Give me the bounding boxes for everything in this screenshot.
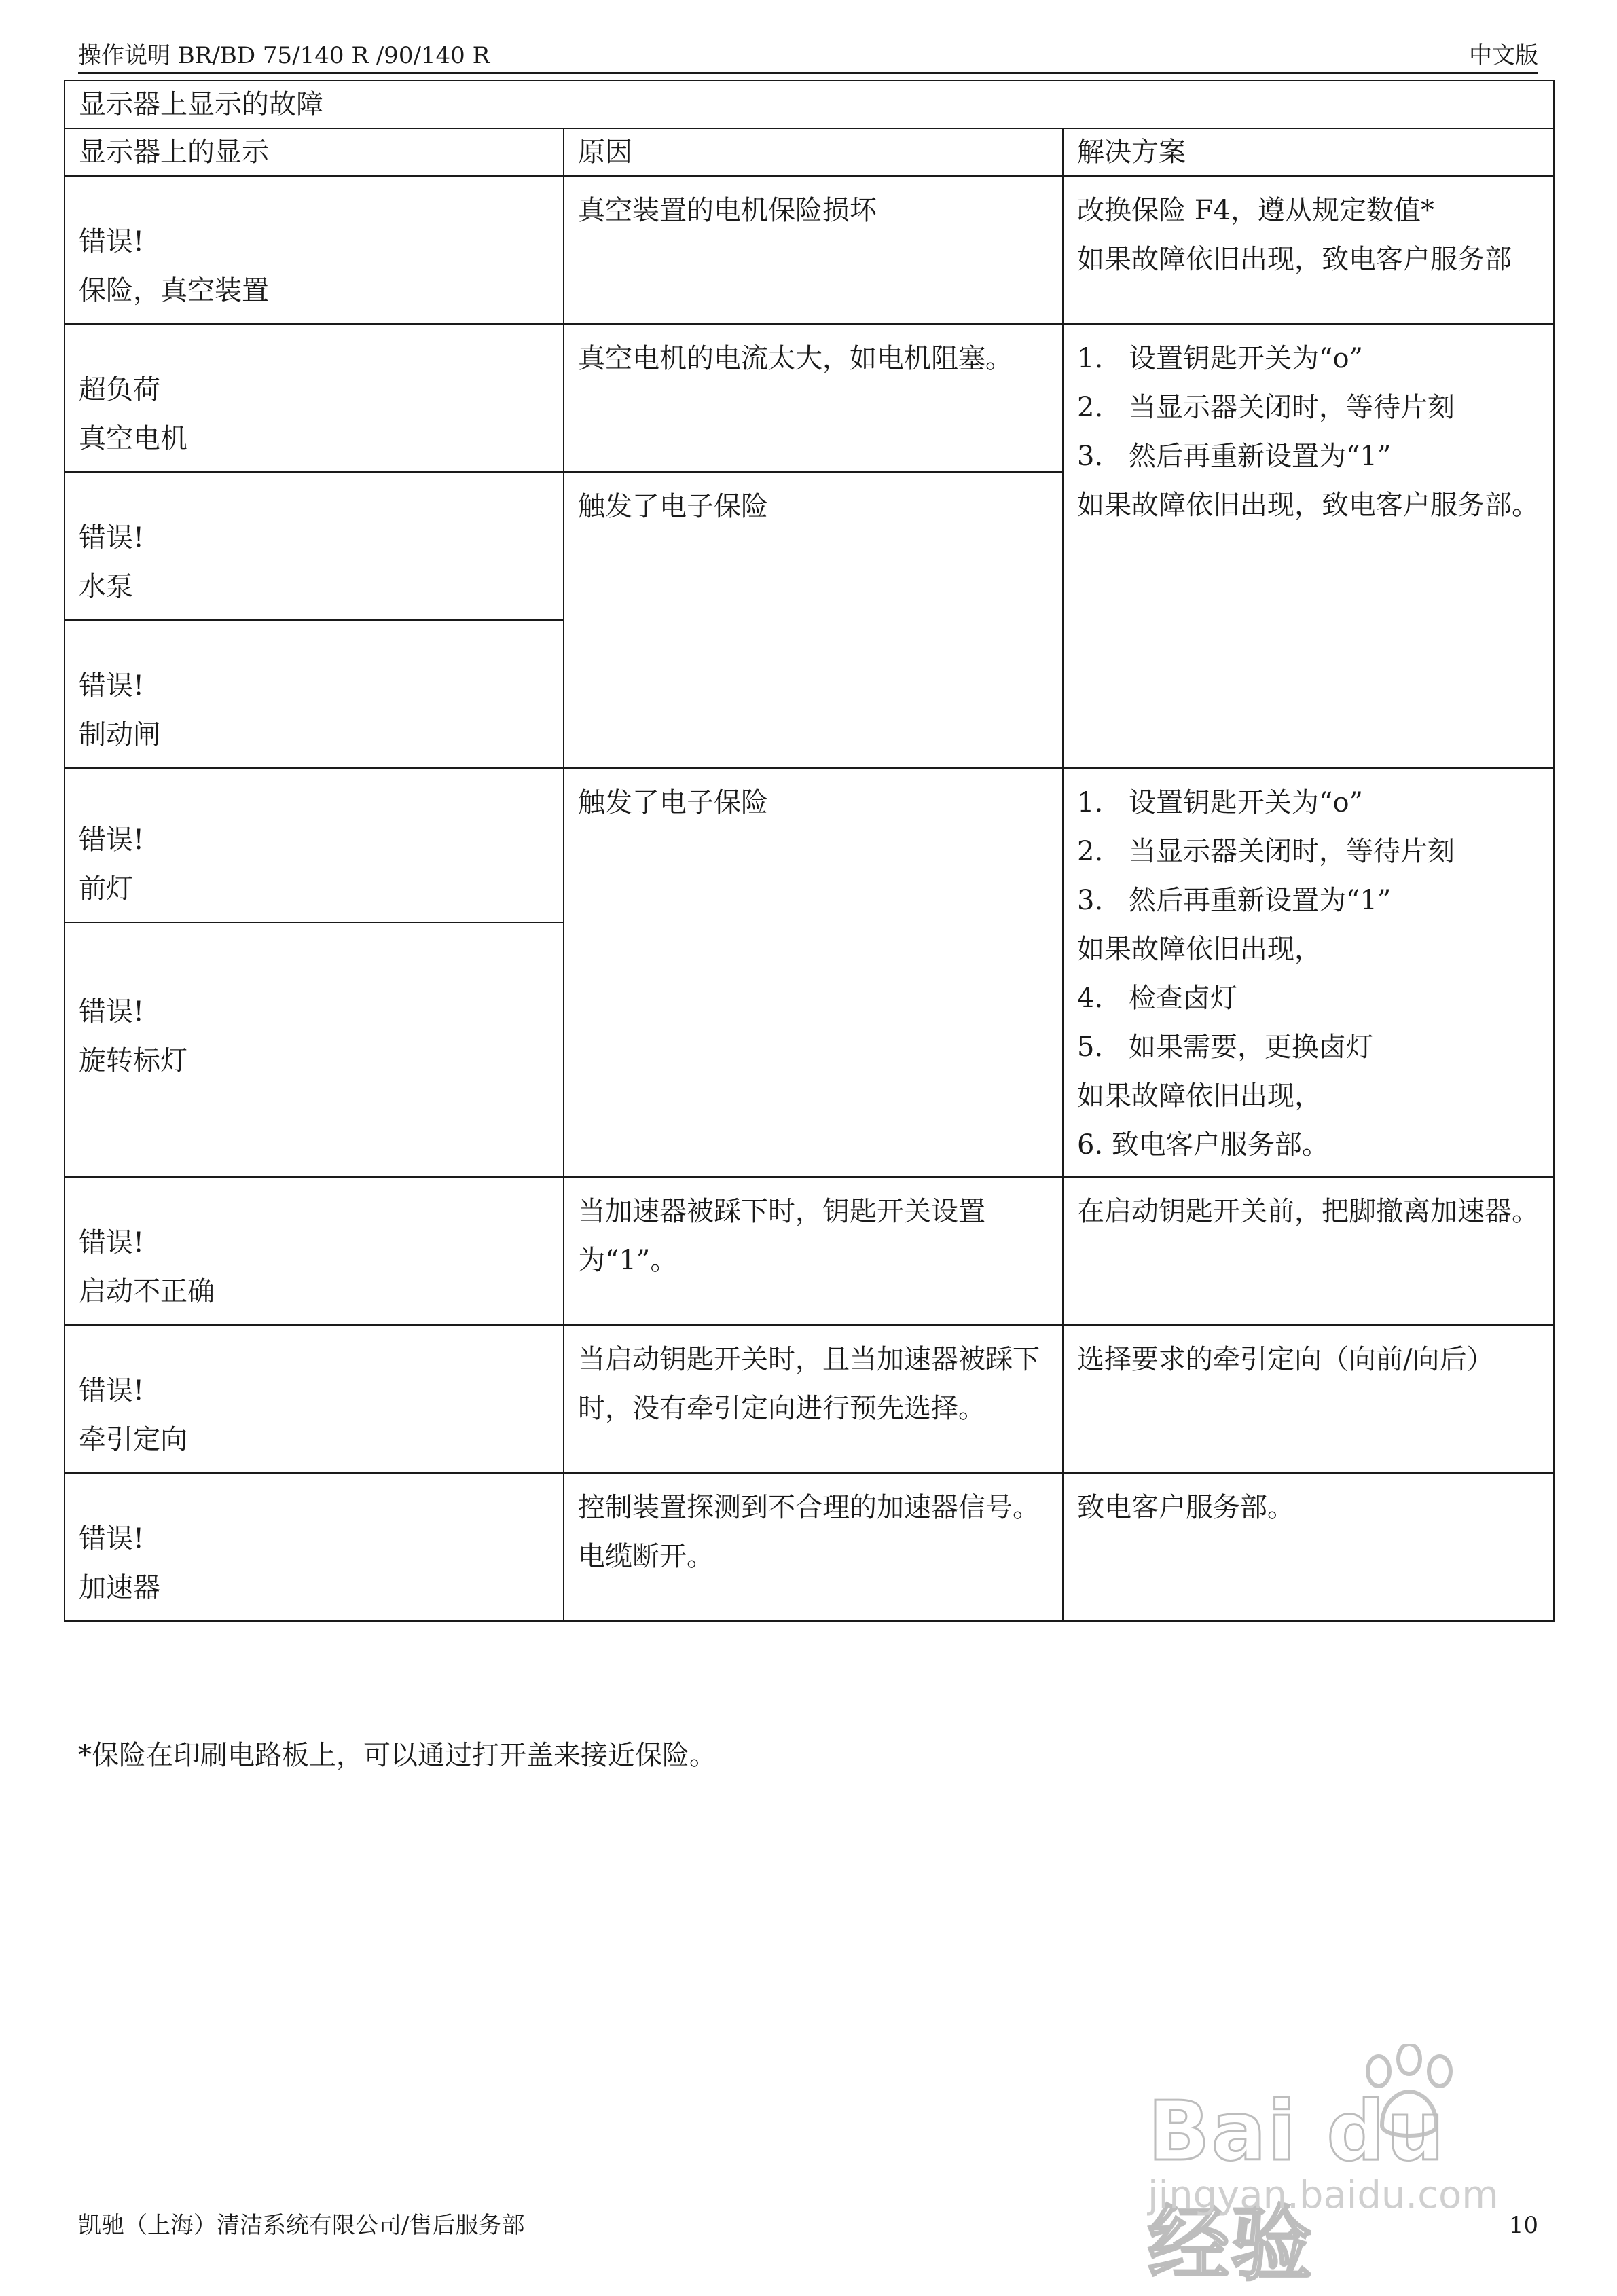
solution-text: 在启动钥匙开关前，把脚撤离加速器。	[1077, 1196, 1539, 1227]
display-text: 错误!	[79, 1523, 145, 1554]
display-cell	[65, 922, 564, 1177]
display-cell	[65, 472, 564, 620]
display-cell	[65, 1473, 564, 1621]
column-header-display: 显示器上的显示	[65, 128, 564, 176]
display-text: 制动闸	[79, 719, 160, 750]
column-header-solution: 解决方案	[1063, 128, 1554, 176]
cause-text: 真空装置的电机保险损坏	[578, 195, 877, 226]
display-text: 牵引定向	[79, 1424, 187, 1455]
solution-text: 如果故障依旧出现，	[1077, 934, 1322, 965]
solution-text: 选择要求的牵引定向（向前/向后）	[1077, 1344, 1494, 1375]
display-cell	[65, 620, 564, 768]
cause-cell	[564, 768, 1063, 1177]
solution-text: 改换保险 F4，遵从规定数值*	[1077, 195, 1434, 226]
page-header	[78, 42, 1538, 74]
table-row	[65, 324, 1554, 472]
cause-text: 控制装置探测到不合理的加速器信号。	[578, 1492, 1040, 1523]
solution-cell	[1063, 1325, 1554, 1473]
display-text: 前灯	[79, 873, 133, 905]
solution-text: 如果故障依旧出现，	[1077, 1080, 1322, 1112]
display-cell	[65, 324, 564, 472]
display-cell	[65, 176, 564, 324]
display-text: 真空电机	[79, 423, 187, 454]
solution-step: 2. 当显示器关闭时，等待片刻	[1077, 392, 1455, 423]
watermark-brand: Bai du 经验	[1148, 2085, 1446, 2292]
solution-step: 1. 设置钥匙开关为“o”	[1077, 343, 1363, 374]
cause-text: 触发了电子保险	[578, 491, 768, 522]
display-text: 错误!	[79, 824, 145, 856]
display-text: 水泵	[79, 571, 133, 602]
table-row	[65, 768, 1554, 922]
display-cell	[65, 768, 564, 922]
display-cell	[65, 1325, 564, 1473]
watermark-url: jingyan.baidu.com	[1148, 2173, 1499, 2217]
solution-text: 6. 致电客户服务部。	[1077, 1129, 1329, 1161]
display-text: 旋转标灯	[79, 1045, 187, 1077]
column-header-cause: 原因	[564, 128, 1063, 176]
solution-step: 3. 然后再重新设置为“1”	[1077, 441, 1392, 472]
display-text: 加速器	[79, 1572, 160, 1603]
solution-text: 如果故障依旧出现，致电客户服务部	[1077, 244, 1512, 275]
cause-cell	[564, 1177, 1063, 1325]
table-row	[65, 1473, 1554, 1621]
display-text: 错误!	[79, 226, 145, 257]
company-name: 凯驰（上海）清洁系统有限公司/售后服务部	[78, 2212, 525, 2239]
cause-text: 当加速器被踩下时，钥匙开关设置为“1”。	[578, 1196, 985, 1276]
display-text: 保险，真空装置	[79, 275, 269, 306]
display-text: 错误!	[79, 1375, 145, 1406]
display-text: 启动不正确	[79, 1276, 215, 1307]
cause-text: 电缆断开。	[578, 1541, 714, 1572]
solution-step: 3. 然后再重新设置为“1”	[1077, 885, 1392, 916]
table-row	[65, 1177, 1554, 1325]
page-number: 10	[1508, 2212, 1538, 2239]
display-text: 错误!	[79, 1227, 145, 1258]
solution-text: 如果故障依旧出现，致电客户服务部。	[1077, 490, 1539, 521]
solution-cell	[1063, 768, 1554, 1177]
cause-text: 触发了电子保险	[578, 787, 768, 818]
cause-text: 真空电机的电流太大，如电机阻塞。	[578, 343, 1013, 374]
document-title: 操作说明 BR/BD 75/140 R /90/140 R	[78, 42, 490, 69]
table-row	[65, 176, 1554, 324]
fault-table	[64, 80, 1555, 1622]
solution-step: 4. 检查卤灯	[1077, 983, 1237, 1014]
solution-cell	[1063, 324, 1554, 768]
solution-cell	[1063, 1177, 1554, 1325]
edition-label: 中文版	[1469, 42, 1538, 69]
solution-step: 5. 如果需要，更换卤灯	[1077, 1032, 1373, 1063]
display-text: 超负荷	[79, 374, 160, 405]
page-footer	[78, 2210, 1538, 2243]
cause-cell	[564, 324, 1063, 472]
cause-cell	[564, 1325, 1063, 1473]
solution-cell	[1063, 176, 1554, 324]
footnote: *保险在印刷电路板上，可以通过打开盖来接近保险。	[78, 1740, 716, 1771]
solution-step: 1. 设置钥匙开关为“o”	[1077, 787, 1363, 818]
cause-cell	[564, 176, 1063, 324]
display-text: 错误!	[79, 522, 145, 553]
display-text: 错误!	[79, 996, 145, 1028]
cause-text: 当启动钥匙开关时，且当加速器被踩下时，没有牵引定向进行预先选择。	[578, 1344, 1040, 1424]
table-row	[65, 1325, 1554, 1473]
display-cell	[65, 1177, 564, 1325]
table-title: 显示器上显示的故障	[65, 81, 1554, 128]
cause-cell	[564, 1473, 1063, 1621]
solution-cell	[1063, 1473, 1554, 1621]
solution-step: 2. 当显示器关闭时，等待片刻	[1077, 836, 1455, 867]
solution-text: 致电客户服务部。	[1077, 1492, 1294, 1523]
display-text: 错误!	[79, 670, 145, 701]
cause-cell	[564, 472, 1063, 768]
